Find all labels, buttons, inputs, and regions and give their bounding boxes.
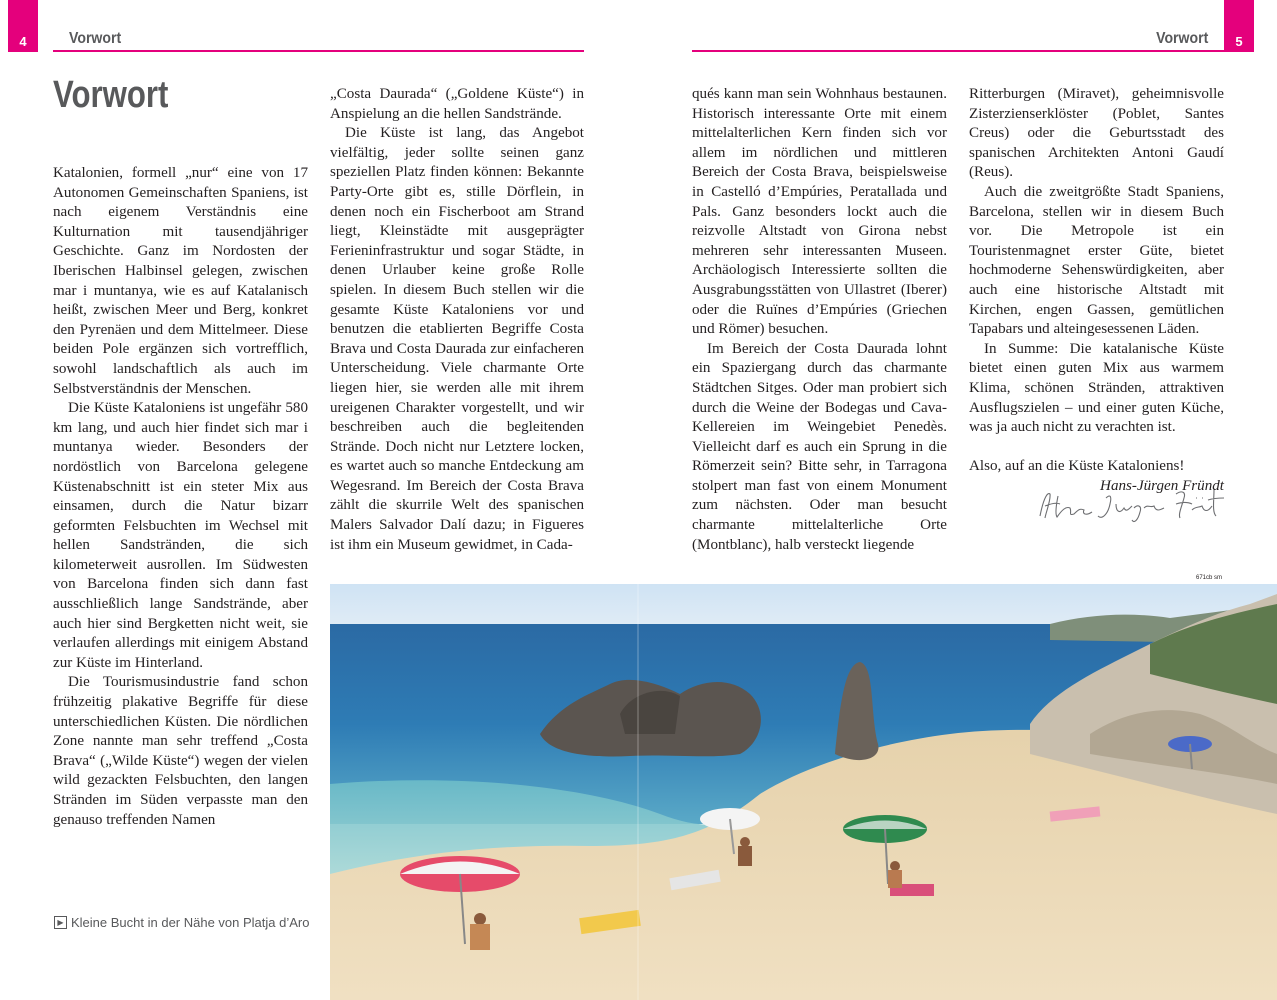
text-column-4 bbox=[969, 85, 1224, 496]
text-column-2 bbox=[330, 85, 584, 555]
right-header-rule bbox=[692, 50, 1224, 52]
right-page-number: 5 bbox=[1224, 0, 1254, 52]
paragraph: Im Bereich der Costa Daurada lohnt ein Spaziergang durch das charmante Städtchen Sitges. Oder man probiert sich durch die Weine der Bodegas und Cava-Kellereien im Weingebiet Penedès. Vielleicht darf es auch ein Sprung in die Römerzeit sein? Bitte sehr, in Tarragona stolpert man fast von einem Monument zum nächsten. Oder man besucht charmante mittelalterliche Orte (Montblanc), halb versteckt liegende bbox=[692, 340, 947, 553]
caption-text: Kleine Bucht in der Nähe von Platja d’Aro bbox=[71, 915, 310, 930]
paragraph: „Costa Daurada“ („Goldene Küste“) in Anspielung an die hellen Sandstrände. bbox=[330, 86, 584, 122]
left-header-rule bbox=[53, 50, 584, 52]
paragraph: Die Tourismusindustrie fand schon frühzeitig plakative Begriffe für diese unterschiedlichen Küsten. Die nördlichen Zone nannte man sehr treffend „Costa Brava“ („Wilde Küste“) wegen der vielen wild gezackten Felsbuchten, den langen Stränden im Süden verpasste man den genauso treffenden Namen bbox=[53, 674, 308, 828]
left-page-number: 4 bbox=[8, 0, 38, 52]
left-running-head: Vorwort bbox=[69, 30, 122, 47]
photo-credit: 671cb sm bbox=[1196, 575, 1223, 581]
paragraph: Auch die zweitgrößte Stadt Spaniens, Barcelona, stellen wir in diesem Buch vor. Die Metropole ist ein Touristenmagnet erster Güte, bietet hochmoderne Sehenswürdigkeiten, aber auch eine historische Altstadt mit Kirchen, engen Gassen, gemütlichen Tapabars und alteingesessenen Läden. bbox=[969, 183, 1224, 338]
paragraph: Also, auf an die Küste Kataloniens! bbox=[969, 458, 1185, 475]
photo-caption bbox=[54, 915, 309, 930]
paragraph: qués kann man sein Wohnhaus bestaunen. Historisch interessante Orte mit einem mittelalterlichen Kern finden sich vor allem im nördlichen und mittleren Bereich der Costa Brava, beispielsweise in Castelló d’Empúries, Peratallada und Pals. Ganz besonders lockt auch die reizvolle Altstadt von Girona nebst mehreren sehr interessanten Museen. Archäologisch Interessierte sollten die Ausgrabungsstätten von Ullastret (Iberer) oder die Ruïnes d’Empúries (Griechen und Römer) besuchen. bbox=[692, 86, 947, 338]
paragraph: In Summe: Die katalanische Küste bietet einen guten Mix aus warmem Klima, schönen Stränden, attraktiven Ausflugszielen – und einer guten Küche, was ja auch nicht zu verachten ist. bbox=[969, 340, 1224, 436]
beach-cove-photo bbox=[330, 584, 1277, 1000]
paragraph: Ritterburgen (Miravet), geheimnisvolle Zisterzienserklöster (Poblet, Santes Creus) oder die Geburtsstadt des spanischen Architekten Antoni Gaudí (Reus). bbox=[969, 86, 1224, 181]
text-column-1 bbox=[53, 164, 308, 830]
paragraph: Die Küste ist lang, das Angebot vielfältig, jeder sollte seinen ganz speziellen Platz finden können: Bekannte Party-Orte gibt es, stille Dörflein, in denen noch ein Fischerboot am Strand liegt, Kleinstädte mit ausgeprägter Ferieninfrastruktur und sogar Städte, in denen Urlauber keine große Rolle spielen. In diesem Buch stellen wir die gesamte Küste Kataloniens vor und benutzen die etablierten Begriffe Costa Brava und Costa Daurada zur einfacheren Unterscheidung. Viele charmante Orte liegen hier, sie werden alle mit ihrem ureigenen Charakter vorgestellt, und wir beschreiben auch die begleitenden Strände. Doch nicht nur Letztere locken, es wartet auch so manche Entdeckung am Wegesrand. Im Bereich der Costa Brava zählt die skurrile Welt des spanischen Malers Salvador Dalí dazu; in Figueres ist ihm ein Museum gewidmet, in Cada- bbox=[330, 125, 584, 553]
handwritten-signature bbox=[1036, 486, 1226, 526]
paragraph: Die Küste Kataloniens ist ungefähr 580 km lang, und auch hier findet sich mar i muntanya wieder. Besonders der nordöstlich von Barcelona gelegene Küstenabschnitt ist ein steter Mix aus einsamen, durch die Natur bizarr geformten Felsbuchten im Wechsel mit hellen Sandstränden, die sich kilometerweit ausrollen. Im Südwesten von Barcelona finden sich dann fast ausschließlich lange Sandstrände, aber auch hier sind Bergketten nicht weit, sie verlaufen allerdings mit einigem Abstand zur Küste im Hinterland. bbox=[53, 400, 308, 671]
page-title: Vorwort bbox=[53, 74, 169, 116]
arrow-box-icon: ▶ bbox=[54, 916, 67, 929]
author-name: Hans-Jürgen Fründt bbox=[1100, 477, 1224, 494]
paragraph: Katalonien, formell „nur“ eine von 17 Autonomen Gemeinschaften Spaniens, ist nach eigenem Verständnis eine Kulturnation mit tausendjähriger Geschichte. Ganz im Nordosten der Iberischen Halbinsel gelegen, zwischen mar i muntanya, wie es auf Katalanisch heißt, zwischen Meer und Berg, konkret den Pyrenäen und dem Mittelmeer. Diese beiden Pole ergänzen sich vortrefflich, sowohl landschaftlich als auch im Selbstverständnis der Menschen. bbox=[53, 165, 308, 397]
text-column-3 bbox=[692, 85, 947, 555]
right-running-head: Vorwort bbox=[1155, 30, 1208, 47]
